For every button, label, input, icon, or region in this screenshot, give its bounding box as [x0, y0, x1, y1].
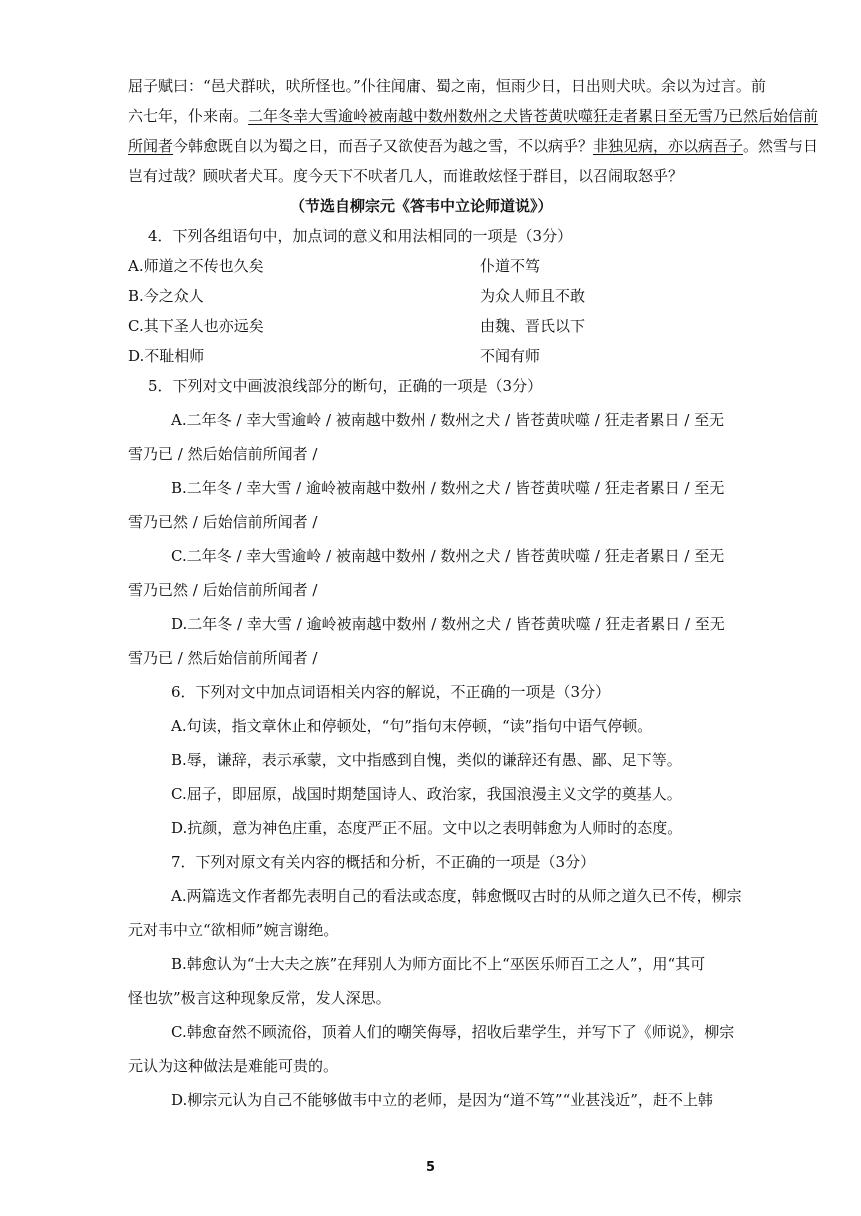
q5-option-d-line2: 雪乃已 / 然后始信前所闻者 /	[128, 649, 318, 667]
q4-option-b-left: B.今之众人	[128, 287, 204, 305]
q5-option-d-line1: D.二年冬 / 幸大雪 / 逾岭被南越中数州 / 数州之犬 / 皆苍黄吠噬 / 狂走者累日 / 至无	[171, 615, 725, 633]
q6-option-a: A.句读，指文章休止和停顿处，“句”指句末停顿，“读”指句中语气停顿。	[171, 717, 653, 735]
q7-option-c-line2: 元认为这种做法是难能可贵的。	[128, 1057, 339, 1075]
q4-option-c-left: C.其下圣人也亦远矣	[128, 317, 264, 335]
underlined-sentence: 非独见病，亦以病吾子	[593, 137, 744, 155]
wavy-underlined-text-end: 所闻者	[128, 137, 174, 155]
q4-option-d-right: 不闻有师	[480, 347, 541, 365]
q7-option-b-line2: 怪也欤”极言这种现象反常，发人深思。	[128, 989, 391, 1007]
passage-line-1: 屈子赋曰：“邑犬群吠，吠所怪也。”仆往闻庸、蜀之南，恒雨少日，日出则犬吠。余以为过言。前	[128, 77, 766, 95]
passage-line-2	[128, 106, 818, 126]
q7-option-b-line1: B.韩愈认为“士大夫之族”在拜别人为师方面比不上“巫医乐师百工之人”，用“其可	[171, 955, 706, 973]
q4-option-b-right: 为众人师且不敢	[480, 287, 586, 305]
q5-option-b-line1: B.二年冬 / 幸大雪 / 逾岭被南越中数州 / 数州之犬 / 皆苍黄吠噬 / 狂走者累日 / 至无	[171, 479, 725, 497]
q6-option-c: C.屈子，即屈原，战国时期楚国诗人、政治家，我国浪漫主义文学的奠基人。	[171, 785, 682, 803]
q5-option-c-line2: 雪乃已然 / 后始信前所闻者 /	[128, 581, 318, 599]
q4-option-a-left: A.师道之不传也久矣	[128, 257, 264, 275]
q6-option-d: D.抗颜，意为神色庄重，态度严正不屈。文中以之表明韩愈为人师时的态度。	[171, 819, 683, 837]
page-number: 5	[425, 1160, 436, 1175]
q5-option-c-line1: C.二年冬 / 幸大雪逾岭 / 被南越中数州 / 数州之犬 / 皆苍黄吠噬 / 狂走者累日 / 至无	[171, 547, 725, 565]
passage-source: （节选自柳宗元《答韦中立论师道说》）	[290, 197, 553, 215]
question-5-stem: 5．下列对文中画波浪线部分的断句，正确的一项是（3分）	[148, 377, 543, 395]
q6-option-b: B.辱，谦辞，表示承蒙，文中指感到自愧，类似的谦辞还有愚、鄙、足下等。	[171, 751, 682, 769]
question-6-stem: 6．下列对文中加点词语相关内容的解说，不正确的一项是（3分）	[171, 683, 611, 701]
q4-option-c-right: 由魏、晋氏以下	[480, 317, 586, 335]
wavy-underlined-text: 二年冬幸大雪逾岭被南越中数州数州之犬皆苍黄吠噬狂走者累日至无雪乃已然后始信前	[248, 107, 819, 125]
question-7-stem: 7．下列对原文有关内容的概括和分析，不正确的一项是（3分）	[171, 853, 596, 871]
q7-option-a-line1: A.两篇选文作者都先表明自己的看法或态度，韩愈慨叹古时的从师之道久已不传，柳宗	[171, 887, 742, 905]
q7-option-d-line1: D.柳宗元认为自己不能够做韦中立的老师，是因为“道不笃”“业甚浅近”，赶不上韩	[171, 1091, 713, 1109]
q4-option-a-right: 仆道不笃	[480, 257, 541, 275]
passage-text: 六七年，仆来南。	[128, 107, 249, 125]
q5-option-a-line1: A.二年冬 / 幸大雪逾岭 / 被南越中数州 / 数州之犬 / 皆苍黄吠噬 / 狂走者累日 / 至无	[171, 411, 725, 429]
q5-option-a-line2: 雪乃已 / 然后始信前所闻者 /	[128, 445, 318, 463]
passage-line-3	[128, 136, 818, 156]
passage-text: 今韩愈既自以为蜀之日，而吾子又欲使吾为越之雪，不以病乎？	[173, 137, 594, 155]
q7-option-a-line2: 元对韦中立“欲相师”婉言谢绝。	[128, 921, 339, 939]
q5-option-b-line2: 雪乃已然 / 后始信前所闻者 /	[128, 513, 318, 531]
q4-option-d-left: D.不耻相师	[128, 347, 205, 365]
passage-line-4: 岂有过哉？顾吠者犬耳。度今天下不吠者几人，而谁敢炫怪于群目，以召闹取怒乎？	[128, 167, 684, 185]
question-4-stem: 4．下列各组语句中，加点词的意义和用法相同的一项是（3分）	[148, 227, 573, 245]
q7-option-c-line1: C.韩愈奋然不顾流俗，顶着人们的嘲笑侮辱，招收后辈学生，并写下了《师说》，柳宗	[171, 1023, 735, 1041]
passage-text: 。然雪与日	[743, 137, 819, 155]
